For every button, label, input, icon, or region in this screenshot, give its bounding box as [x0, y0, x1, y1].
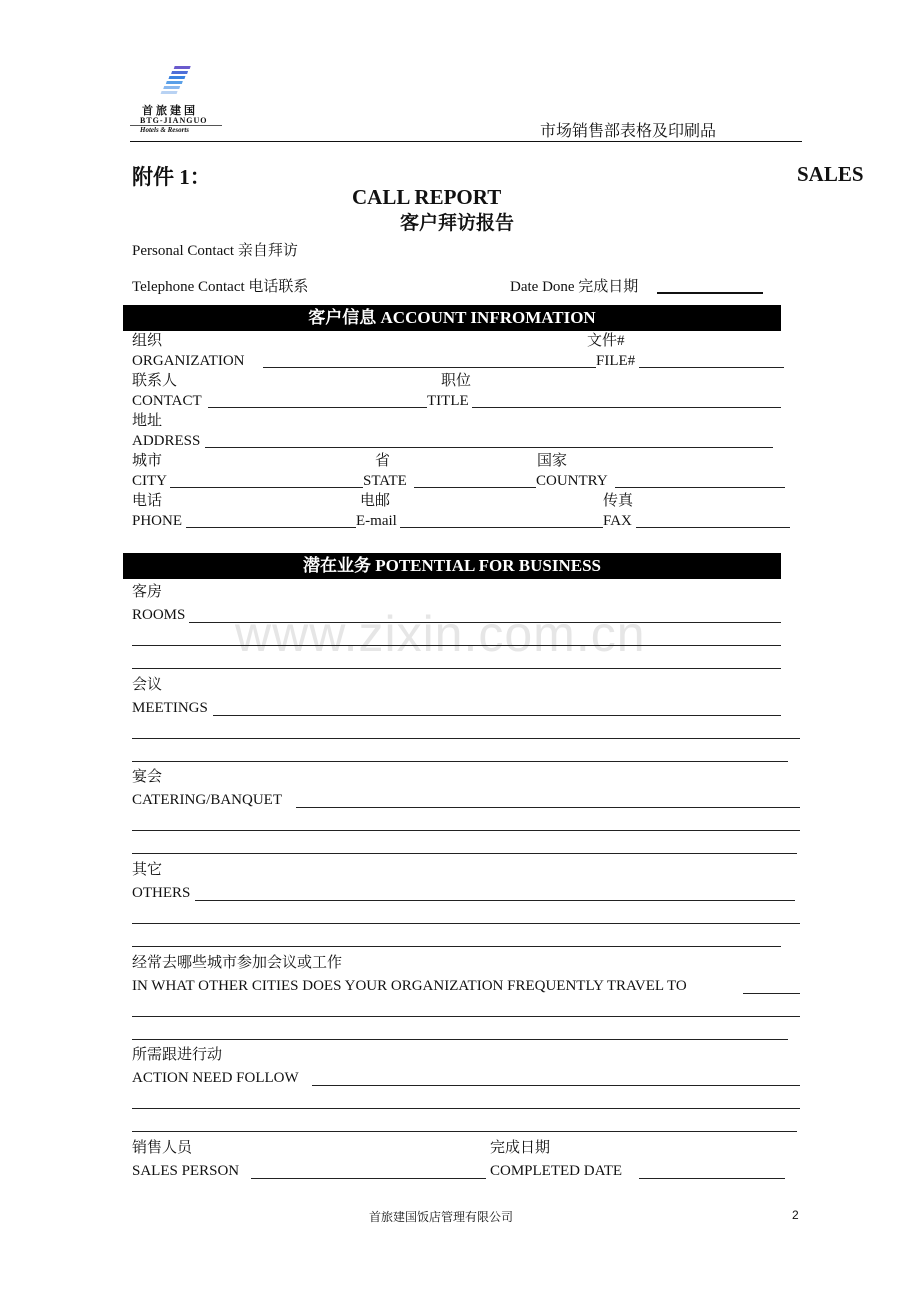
call-report-title: CALL REPORT	[352, 185, 502, 209]
title-cn: 职位	[441, 373, 472, 389]
city-label: CITY	[132, 473, 167, 489]
org-cn: 组织	[132, 333, 163, 349]
sales-person-cn: 销售人员	[132, 1140, 193, 1156]
action-cn: 所需跟进行动	[132, 1047, 223, 1063]
others-line-2[interactable]	[132, 923, 800, 924]
email-label: E-mail	[356, 513, 397, 529]
cn-title: 客户拜访报告	[400, 212, 515, 234]
meetings-cn: 会议	[132, 677, 163, 693]
address-label: ADDRESS	[132, 433, 201, 449]
file-field[interactable]	[639, 367, 784, 368]
city-field[interactable]	[170, 487, 363, 488]
header-title: 市场销售部表格及印刷品	[540, 121, 717, 140]
cities-line-2[interactable]	[132, 1016, 800, 1017]
action-line-3[interactable]	[132, 1131, 797, 1132]
rooms-cn: 客房	[132, 584, 163, 600]
phone-label: PHONE	[132, 513, 183, 529]
country-cn: 国家	[537, 453, 568, 469]
others-cn: 其它	[132, 862, 163, 878]
action-field[interactable]	[312, 1085, 800, 1086]
logo-sub: Hotels & Resorts	[140, 126, 190, 134]
rooms-label: ROOMS	[132, 607, 186, 623]
others-field[interactable]	[195, 900, 795, 901]
catering-line-3[interactable]	[132, 853, 797, 854]
email-cn: 电邮	[360, 493, 391, 509]
fax-field[interactable]	[636, 527, 790, 528]
cities-field[interactable]	[743, 993, 800, 994]
rooms-field[interactable]	[189, 622, 781, 623]
file-cn: 文件#	[587, 333, 625, 349]
meetings-line-2[interactable]	[132, 738, 800, 739]
cities-line-3[interactable]	[132, 1039, 788, 1040]
rooms-line-2[interactable]	[132, 645, 781, 646]
logo	[128, 62, 228, 140]
state-cn: 省	[375, 453, 391, 469]
org-label: ORGANIZATION	[132, 353, 245, 369]
country-field[interactable]	[615, 487, 785, 488]
date-done-label: Date Done 完成日期	[510, 279, 639, 295]
completed-date-field[interactable]	[639, 1178, 785, 1179]
date-done-field[interactable]	[657, 292, 763, 294]
catering-cn: 宴会	[132, 769, 163, 785]
page-number: 2	[792, 1208, 799, 1222]
country-label: COUNTRY	[536, 473, 608, 489]
fax-label: FAX	[603, 513, 632, 529]
meetings-field[interactable]	[213, 715, 781, 716]
sales-person-field[interactable]	[251, 1178, 486, 1179]
address-cn: 地址	[132, 413, 163, 429]
meetings-line-3[interactable]	[132, 761, 788, 762]
telephone-contact: Telephone Contact 电话联系	[132, 279, 309, 295]
phone-cn: 电话	[132, 493, 163, 509]
rooms-line-3[interactable]	[132, 668, 781, 669]
catering-field[interactable]	[296, 807, 800, 808]
action-line-2[interactable]	[132, 1108, 800, 1109]
state-label: STATE	[363, 473, 407, 489]
header-rule	[130, 141, 802, 142]
logo-cn-name: 首旅建国	[142, 104, 198, 117]
fax-cn: 传真	[603, 493, 634, 509]
contact-cn: 联系人	[132, 373, 178, 389]
file-label: FILE#	[596, 353, 636, 369]
contact-label: CONTACT	[132, 393, 202, 409]
others-line-3[interactable]	[132, 946, 781, 947]
personal-contact: Personal Contact 亲自拜访	[132, 243, 298, 259]
logo-brand: BTG-JIANGUO	[140, 116, 208, 125]
address-field[interactable]	[205, 447, 773, 448]
attachment-label: 附件 1：	[132, 165, 211, 189]
title-field[interactable]	[472, 407, 781, 408]
potential-header: 潜在业务 POTENTIAL FOR BUSINESS	[123, 553, 781, 579]
action-label: ACTION NEED FOLLOW	[132, 1070, 299, 1086]
cities-label: IN WHAT OTHER CITIES DOES YOUR ORGANIZATION FREQUENTLY TRAVEL TO	[132, 978, 687, 994]
others-label: OTHERS	[132, 885, 191, 901]
catering-label: CATERING/BANQUET	[132, 792, 282, 808]
sales-person-label: SALES PERSON	[132, 1163, 240, 1179]
cities-cn: 经常去哪些城市参加会议或工作	[132, 955, 343, 971]
contact-field[interactable]	[208, 407, 427, 408]
completed-date-cn: 完成日期	[490, 1140, 551, 1156]
account-header: 客户信息 ACCOUNT INFROMATION	[123, 305, 781, 331]
catering-line-2[interactable]	[132, 830, 800, 831]
meetings-label: MEETINGS	[132, 700, 208, 716]
sales-title: SALES	[797, 162, 864, 186]
state-field[interactable]	[414, 487, 536, 488]
watermark: www.zixin.com.cn	[235, 606, 646, 662]
organization-field[interactable]	[263, 367, 596, 368]
completed-date-label: COMPLETED DATE	[490, 1163, 623, 1179]
phone-field[interactable]	[186, 527, 356, 528]
email-field[interactable]	[400, 527, 603, 528]
city-cn: 城市	[132, 453, 163, 469]
logo-mark-icon	[160, 62, 200, 102]
title-label: TITLE	[427, 393, 469, 409]
footer-company: 首旅建国饭店管理有限公司	[369, 1210, 514, 1224]
